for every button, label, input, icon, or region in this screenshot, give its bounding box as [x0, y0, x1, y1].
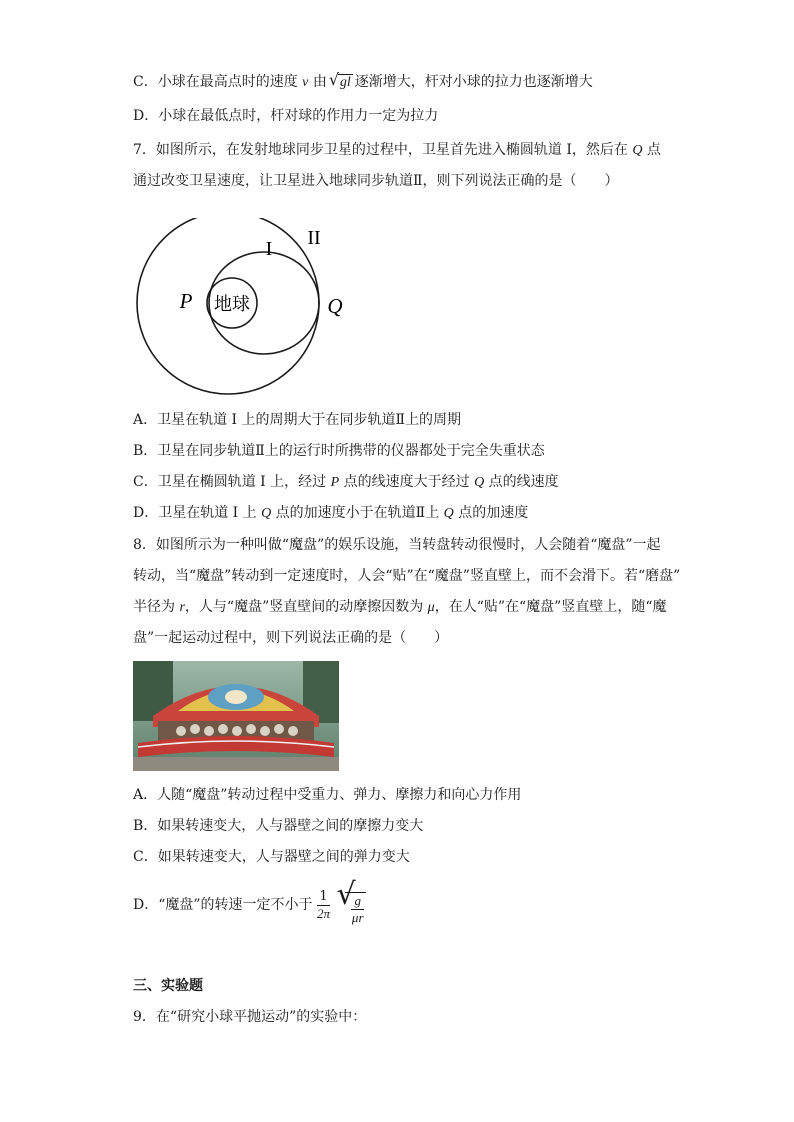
- q7-option-c-c: 点的线速度: [484, 474, 559, 490]
- orbit-ii-label: II: [307, 227, 321, 249]
- q7-line1-b: 点: [642, 142, 661, 158]
- q8-stem-line1: 8．如图所示为一种叫做“魔盘”的娱乐设施，当转盘转动很慢时，人会随着“魔盘”一起: [133, 537, 661, 553]
- point-q-label: Q: [327, 294, 343, 318]
- q7-option-a: A．卫星在轨道 I 上的周期大于在同步轨道Ⅱ上的周期: [133, 412, 462, 428]
- var-q: Q: [474, 475, 485, 490]
- q7-option-d-c: 点的加速度: [453, 505, 529, 521]
- var-q: Q: [632, 143, 643, 158]
- q7-option-c-a: C．卫星在椭圆轨道 I 上，经过: [133, 474, 331, 490]
- sqrt-gl-arg: gl: [339, 75, 351, 90]
- q8-option-a: A．人随“魔盘”转动过程中受重力、弹力、摩擦力和向心力作用: [133, 787, 522, 803]
- var-q: Q: [443, 506, 454, 521]
- sqrt-numerator: g: [351, 893, 364, 910]
- var-r: r: [179, 600, 185, 615]
- fraction-denominator: 2π: [317, 905, 331, 921]
- q8-option-c: C．如果转速变大，人与器壁之间的弹力变大: [133, 849, 410, 865]
- q8-line3-b: ，人与“魔盘”竖直壁间的动摩擦因数为: [184, 599, 428, 615]
- sqrt-denominator: μr: [351, 910, 364, 925]
- sqrt-gl: √ gl: [328, 70, 351, 90]
- q8-line3-a: 半径为: [133, 599, 180, 615]
- var-v: v: [302, 75, 309, 90]
- orbit-i-label: I: [265, 238, 273, 260]
- q8-line3-c: ，在人“贴”在“魔盘”竖直壁上，随“魔: [434, 599, 667, 615]
- q7-stem-line1: [133, 140, 661, 161]
- q6-option-c-prefix: C．小球在最高点时的速度: [133, 74, 303, 90]
- q8-option-d: [133, 877, 368, 926]
- point-p-label: P: [179, 289, 193, 313]
- var-p: P: [330, 475, 340, 490]
- magic-disk-photo: [133, 661, 339, 771]
- q7-stem-line2: 通过改变卫星速度，让卫星进入地球同步轨道Ⅱ，则下列说法正确的是（ ）: [133, 173, 619, 189]
- q7-option-d-b: 点的加速度小于在轨道Ⅱ上: [271, 505, 444, 521]
- q9-stem: 9．在“研究小球平抛运动”的实验中：: [133, 1009, 367, 1025]
- sqrt-g-over-mu-r: √ $\frac{g}{\mu r}$: [336, 884, 366, 926]
- q8-stem-line2: 转动，当“魔盘”转动到一定速度时，人会“贴”在“魔盘”竖直壁上，而不会滑下。若“磨盘”: [133, 568, 681, 584]
- section-heading: 三、实验题: [133, 978, 203, 994]
- q7-option-c-b: 点的线速度大于经过: [339, 474, 475, 490]
- fraction-1-over-2pi: [317, 889, 330, 922]
- q6-option-c: [133, 72, 593, 93]
- q6-option-c-mid: 由: [308, 74, 327, 90]
- var-mu: μ: [427, 600, 435, 615]
- q8-stem-line3: [133, 597, 667, 618]
- q7-option-b: B．卫星在同步轨道Ⅱ上的运行时所携带的仪器都处于完全失重状态: [133, 443, 545, 459]
- q7-line1-a: 7．如图所示，在发射地球同步卫星的过程中，卫星首先进入椭圆轨道 I，然后在: [133, 142, 633, 158]
- earth-label: 地球: [214, 294, 250, 315]
- q7-option-d: [133, 503, 528, 524]
- q6-option-d: D．小球在最低点时，杆对球的作用力一定为拉力: [133, 108, 439, 124]
- fraction-numerator: 1: [319, 888, 328, 904]
- var-q: Q: [261, 506, 272, 521]
- q8-option-b: B．如果转速变大，人与器壁之间的摩擦力变大: [133, 818, 424, 834]
- q8-option-d-prefix: D．“魔盘”的转速一定不小于: [133, 897, 313, 913]
- q7-option-d-a: D．卫星在轨道 I 上: [133, 505, 262, 521]
- orbit-diagram: [130, 218, 370, 403]
- q7-option-c: [133, 472, 559, 493]
- q6-option-c-suffix: 逐渐增大，杆对小球的拉力也逐渐增大: [354, 74, 593, 90]
- q8-stem-line4: 盘”一起运动过程中，则下列说法正确的是（ ）: [133, 630, 449, 646]
